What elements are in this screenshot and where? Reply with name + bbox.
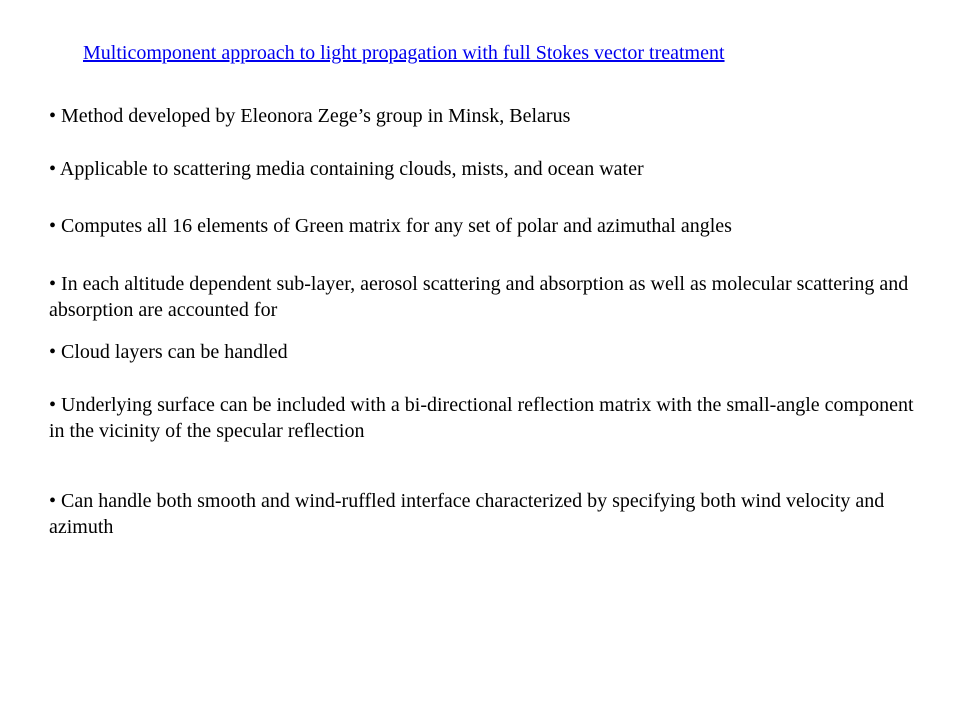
bullet-item [49, 271, 929, 323]
bullet-item [49, 213, 929, 239]
bullet-marker: • [49, 105, 57, 127]
bullet-item [49, 156, 929, 182]
bullet-text: Cloud layers can be handled [61, 341, 288, 363]
slide-title-link[interactable]: Multicomponent approach to light propagation with full Stokes vector treatment [83, 42, 725, 64]
bullet-item [49, 103, 929, 129]
bullet-marker: • [49, 341, 57, 363]
bullet-text: Underlying surface can be included with a bi-directional reflection matrix with the small-angle component in the vicinity of the specular reflection [49, 394, 914, 442]
bullet-item [49, 392, 929, 444]
bullet-marker: • [49, 490, 57, 512]
bullet-item [49, 488, 929, 540]
bullet-marker: • [49, 394, 57, 416]
bullet-marker: • [49, 273, 57, 295]
bullet-item [49, 339, 929, 365]
bullet-marker: • [49, 158, 57, 180]
bullet-marker: • [49, 215, 57, 237]
bullet-text: Applicable to scattering media containing clouds, mists, and ocean water [59, 158, 644, 180]
bullet-text: Method developed by Eleonora Zege’s group in Minsk, Belarus [61, 105, 571, 127]
bullet-text: Computes all 16 elements of Green matrix for any set of polar and azimuthal angles [61, 215, 732, 237]
bullet-text: Can handle both smooth and wind-ruffled interface characterized by specifying both wind velocity and azimuth [49, 490, 885, 538]
bullet-text: In each altitude dependent sub-layer, aerosol scattering and absorption as well as molecular scattering and absorption are accounted for [49, 273, 909, 321]
